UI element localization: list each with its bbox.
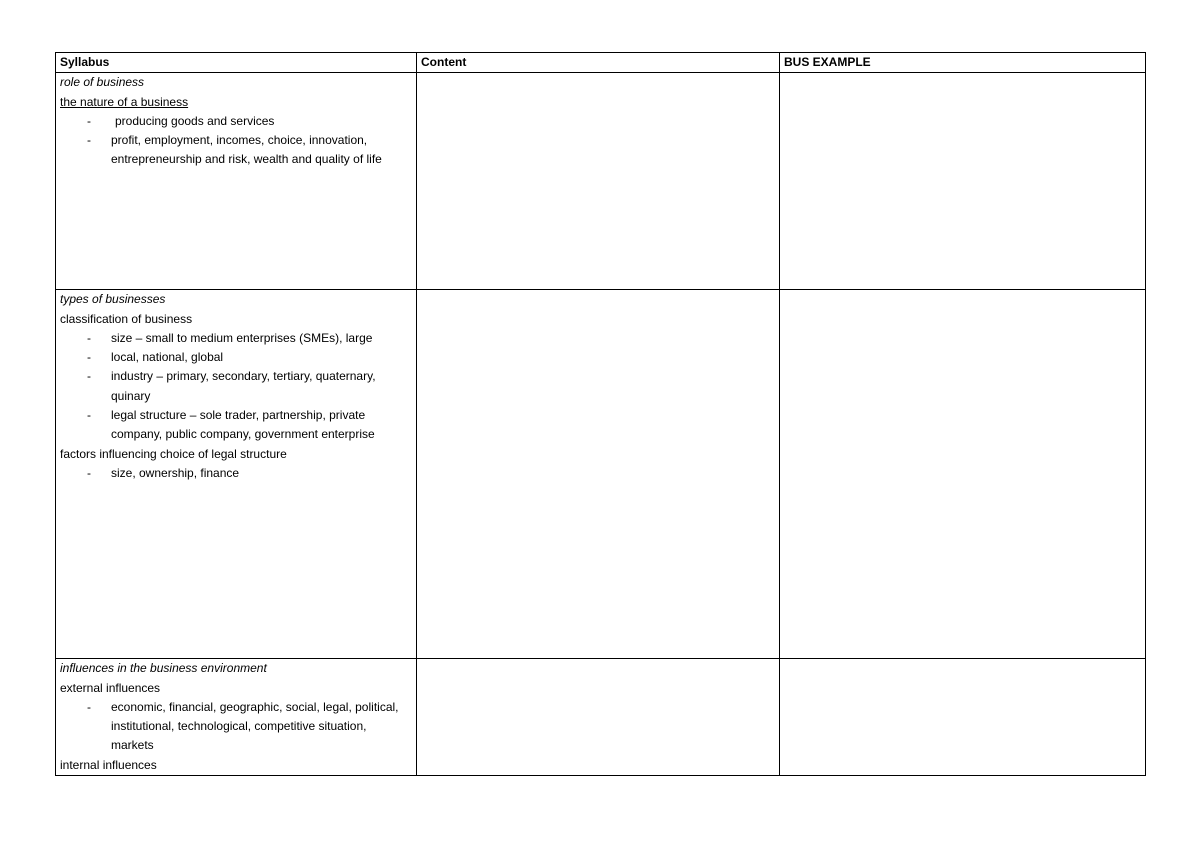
bus-example-cell[interactable] — [780, 73, 1146, 290]
header-content: Content — [417, 53, 780, 73]
list-item: - legal structure – sole trader, partnership, private company, public company, government enterprise — [87, 408, 375, 442]
dash-bullet: - — [87, 699, 91, 714]
section-subheading: external influences — [60, 680, 161, 695]
bullet-list — [60, 464, 412, 483]
table-row — [56, 290, 1146, 659]
table-row — [56, 73, 1146, 290]
syllabus-cell — [56, 290, 417, 659]
content-cell[interactable] — [417, 73, 780, 290]
list-item: - industry – primary, secondary, tertiary, quaternary, quinary — [87, 369, 376, 403]
list-item: - profit, employment, incomes, choice, innovation, entrepreneurship and risk, wealth and quality of life — [87, 133, 382, 167]
syllabus-cell — [56, 73, 417, 290]
dash-bullet: - — [87, 350, 91, 365]
header-row — [56, 53, 1146, 73]
list-item: - producing goods and services — [60, 112, 412, 131]
section-subheading: internal influences — [60, 757, 157, 772]
section-subheading: the nature of a business — [60, 94, 189, 109]
dash-bullet: - — [87, 330, 91, 345]
bullet-list — [60, 112, 412, 170]
header-syllabus: Syllabus — [56, 53, 417, 73]
bus-example-cell[interactable] — [780, 290, 1146, 659]
dash-bullet: - — [87, 408, 91, 423]
section-title: influences in the business environment — [60, 661, 267, 676]
dash-bullet: - — [87, 465, 91, 480]
list-item: - local, national, global — [60, 348, 412, 367]
bullet-list — [60, 698, 412, 756]
list-item: - size, ownership, finance — [60, 464, 412, 483]
syllabus-table — [55, 52, 1146, 776]
syllabus-cell — [56, 659, 417, 776]
list-item: - economic, financial, geographic, social, legal, political, institutional, technological, competitive situation, markets — [87, 699, 399, 753]
bus-example-cell[interactable] — [780, 659, 1146, 776]
header-bus-example: BUS EXAMPLE — [780, 53, 1146, 73]
section-subheading: classification of business — [60, 311, 193, 326]
list-item: - size – small to medium enterprises (SMEs), large — [60, 329, 412, 348]
section-subheading: factors influencing choice of legal structure — [60, 446, 287, 461]
section-title: types of businesses — [60, 292, 166, 307]
section-title: role of business — [60, 75, 145, 90]
dash-bullet: - — [87, 133, 91, 148]
dash-bullet: - — [87, 369, 91, 384]
bullet-list — [60, 329, 412, 445]
content-cell[interactable] — [417, 290, 780, 659]
table-row — [56, 659, 1146, 776]
content-cell[interactable] — [417, 659, 780, 776]
dash-bullet: - — [87, 113, 91, 128]
